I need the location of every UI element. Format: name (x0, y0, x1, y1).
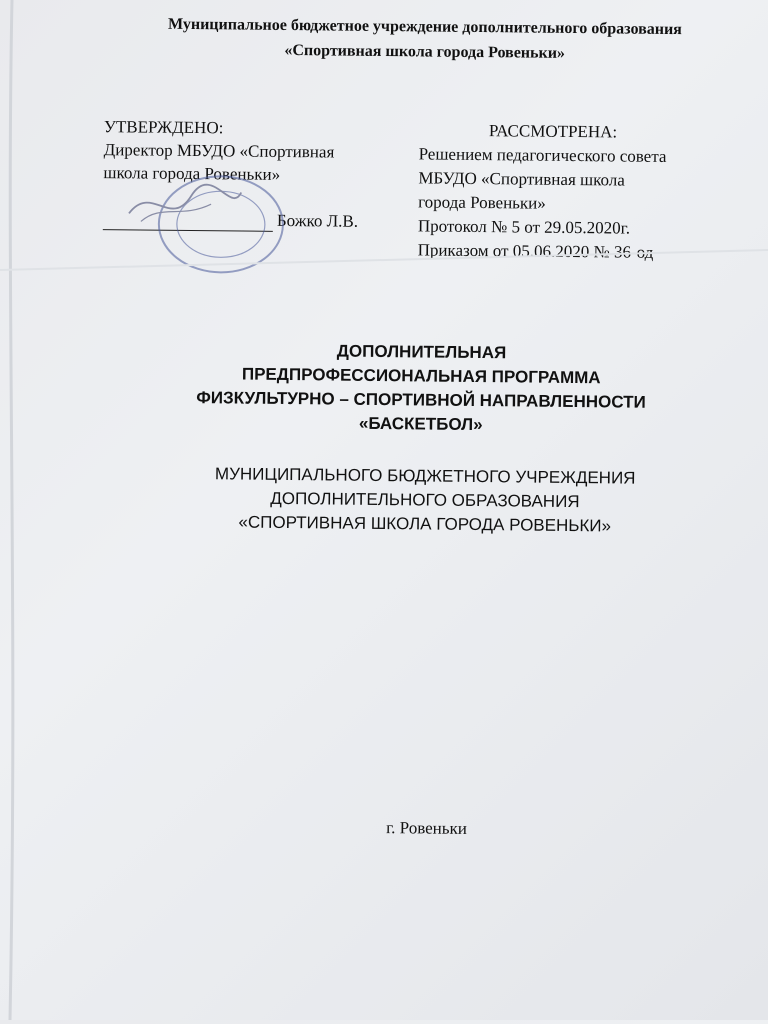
stamp-seal-icon (120, 173, 291, 285)
review-line-2: МБУДО «Спортивная школа (418, 168, 625, 190)
program-title (71, 337, 768, 440)
city-name: г. Ровеньки (386, 818, 468, 838)
organization-line-3: «СПОРТИВНАЯ ШКОЛА ГОРОДА РОВЕНЬКИ» (238, 512, 612, 536)
header-line-1: Муниципальное бюджетное учреждение дополнительного образования (167, 15, 682, 39)
review-block (417, 118, 738, 265)
title-line-1: ДОПОЛНИТЕЛЬНАЯ (336, 341, 507, 363)
approval-heading: УТВЕРЖДЕНО: (103, 117, 224, 138)
approval-line-1: Директор МБУДО «Спортивная (103, 140, 335, 162)
signer-name: Божко Л.В. (276, 210, 359, 231)
protocol-line: Протокол № 5 от 29.05.2020г. (417, 216, 631, 238)
organization-name (120, 461, 731, 539)
organization-line-1: МУНИЦИПАЛЬНОГО БЮДЖЕТНОГО УЧРЕЖДЕНИЯ (214, 464, 636, 488)
organization-line-2: ДОПОЛНИТЕЛЬНОГО ОБРАЗОВАНИЯ (270, 488, 580, 512)
title-line-4: «БАСКЕТБОЛ» (358, 413, 483, 435)
title-line-3: ФИЗКУЛЬТУРНО – СПОРТИВНОЙ НАПРАВЛЕННОСТИ (196, 388, 646, 412)
order-line: Приказом от 05.06.2020 № 36-од (417, 240, 654, 262)
review-line-1: Решением педагогического совета (418, 144, 667, 166)
document-header (105, 11, 745, 68)
title-line-2: ПРЕДПРОФЕССИОНАЛЬНАЯ ПРОГРАММА (241, 364, 601, 388)
header-line-2: «Спортивная школа города Ровеньки» (284, 41, 566, 62)
review-line-3: города Ровеньки» (418, 192, 546, 213)
review-heading: РАССМОТРЕНА: (488, 121, 618, 142)
approval-line-2: школа города Ровеньки» (103, 163, 281, 184)
